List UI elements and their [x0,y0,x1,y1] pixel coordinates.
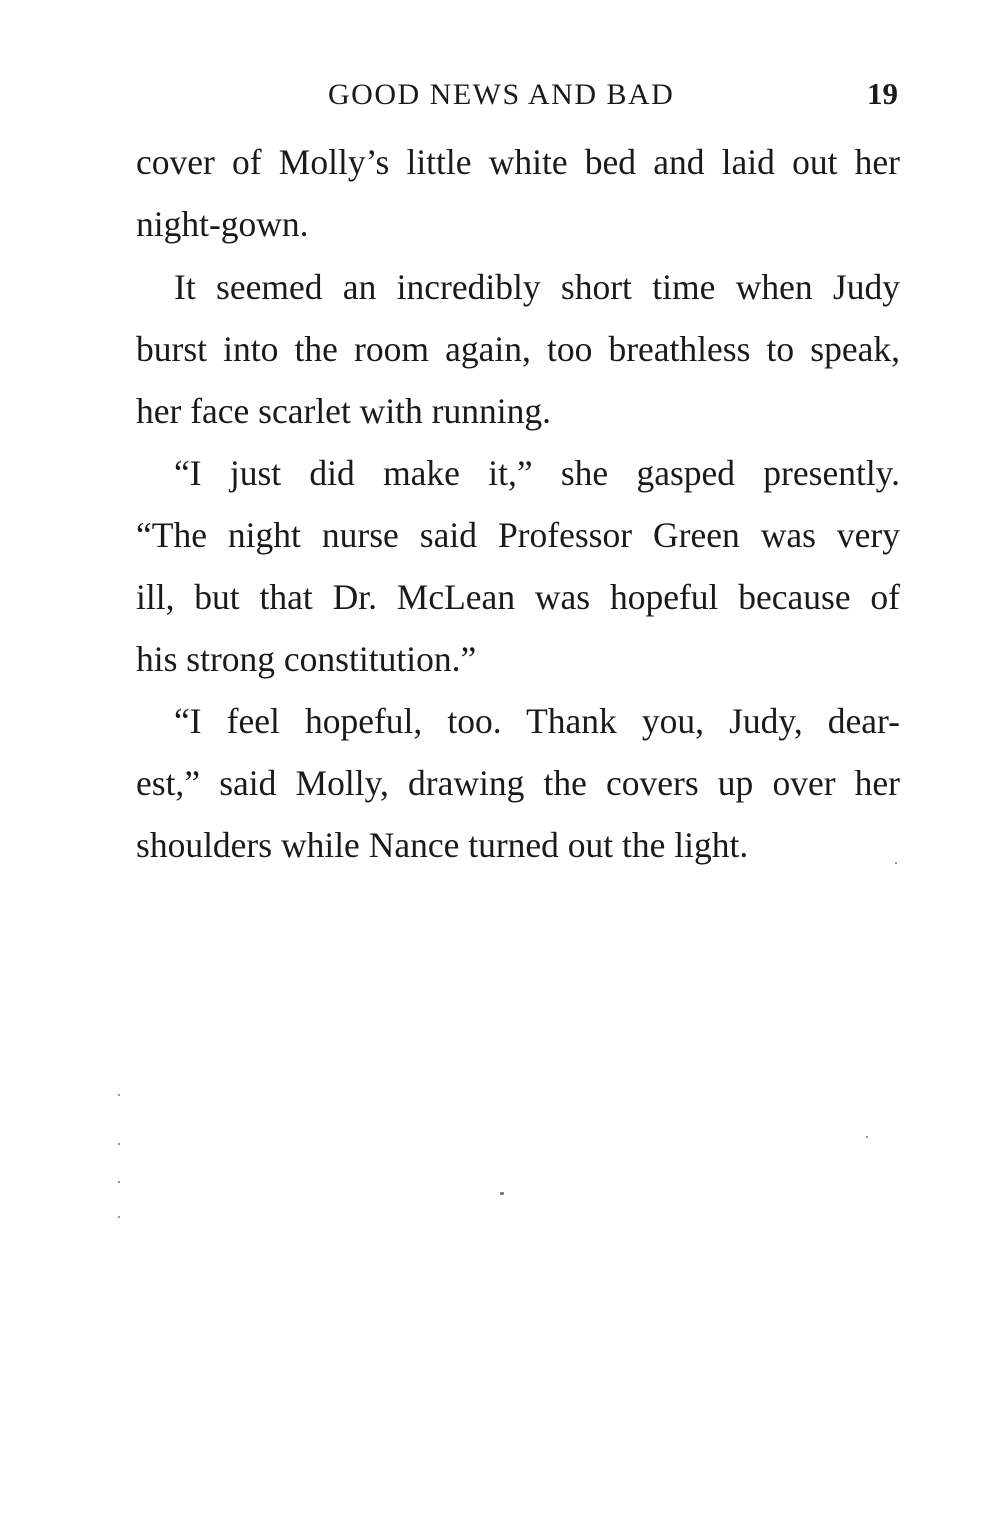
scan-speck [118,1094,120,1096]
text-line: “I just did make it,” she gasped presently. [174,453,900,493]
text-line: night-gown. [136,204,309,244]
text-line: “I feel hopeful, too. Thank you, Judy, dear- [174,701,900,741]
text-line: her face scarlet with running. [136,391,551,431]
text-line: “The night nurse said Professor Green was very [136,515,900,555]
running-title: GOOD NEWS AND BAD [328,78,675,111]
text-line: his strong constitution.” [136,639,477,679]
page-number: 19 [867,76,898,111]
scan-speck [118,1181,120,1183]
text-line: cover of Molly’s little white bed and laid out her [136,142,900,182]
scan-speck [895,862,897,864]
running-head [136,74,900,118]
text-line: It seemed an incredibly short time when Judy [174,267,900,307]
text-line: shoulders while Nance turned out the light. [136,825,749,865]
scan-speck [118,1216,120,1218]
scan-speck [500,1192,504,1195]
scan-speck [118,1143,120,1145]
text-line: burst into the room again, too breathless to speak, [136,329,900,369]
text-line: ill, but that Dr. McLean was hopeful because of [136,577,900,617]
text-line: est,” said Molly, drawing the covers up over her [136,763,900,803]
scan-speck [866,1136,868,1138]
